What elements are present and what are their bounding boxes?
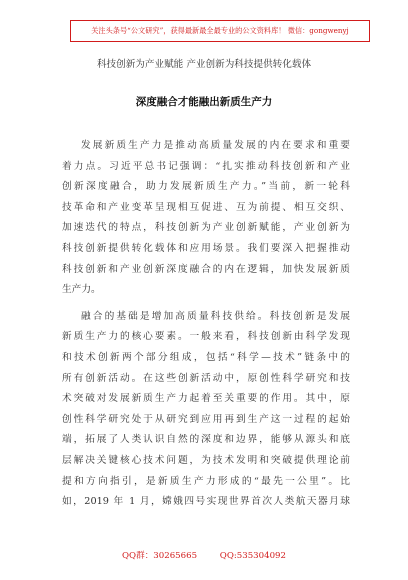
article-body: [62, 136, 350, 513]
promo-banner: 关注头条号“公文研究”，获得最新最全最专业的公文资料库！ 微信：gongwenyj: [70, 20, 370, 42]
text-line: 如，2019 年 1 月，嫦娥四号实现世界首次人类航天器月球: [62, 496, 350, 508]
text-line: 创性科学研究处于从研究到应用再到生产这一过程的起始: [62, 413, 350, 425]
text-line: 新质生产力的核心要素。一般来看，科技创新由科学发现: [62, 331, 350, 343]
text-line: 端，拓展了人类认识自然的深度和边界，能够从源头和底: [62, 434, 350, 446]
document-subtitle: 科技创新为产业赋能 产业创新为科技提供转化载体: [96, 59, 312, 70]
text-line: 加速迭代的特点，科技创新为产业创新赋能，产业创新为: [62, 222, 350, 234]
text-line: 创新深度融合，助力发展新质生产力。”当前，新一轮科: [62, 181, 350, 193]
text-line: 和技术创新两个部分组成，包括“科学—技术”链条中的: [62, 351, 350, 363]
text-line: 生产力。: [62, 284, 101, 296]
text-line: 所有创新活动。在这些创新活动中，原创性科学研究和技: [62, 372, 350, 384]
text-line: 着力点。习近平总书记强调：“扎实推动科技创新和产业: [62, 160, 350, 172]
page-footer: [0, 549, 408, 561]
text-line: 技革命和产业变革呈现相互促进、互为前提、相互交织、: [62, 201, 350, 213]
qq-group-number: QQ群：30265665: [122, 551, 198, 561]
text-line: 术突破对发展新质生产力起着至关重要的作用。其中，原: [62, 393, 350, 405]
text-line: 层解决关键核心技术问题，为技术发明和突破提供理论前: [62, 454, 350, 466]
text-line: 科技创新和产业创新深度融合的内在逻辑，加快发展新质: [62, 263, 350, 275]
text-line: 科技创新提供转化载体和应用场景。我们要深入把握推动: [62, 242, 350, 254]
text-line: 提和方向指引，是新质生产力形成的“最先一公里”。比: [62, 475, 350, 487]
text-line: 融合的基础是增加高质量科技供给。科技创新是发展: [81, 310, 350, 322]
qq-number: QQ:535304092: [219, 551, 286, 561]
document-title: 深度融合才能融出新质生产力: [135, 96, 273, 108]
text-line: 发展新质生产力是推动高质量发展的内在要求和重要: [81, 140, 350, 151]
